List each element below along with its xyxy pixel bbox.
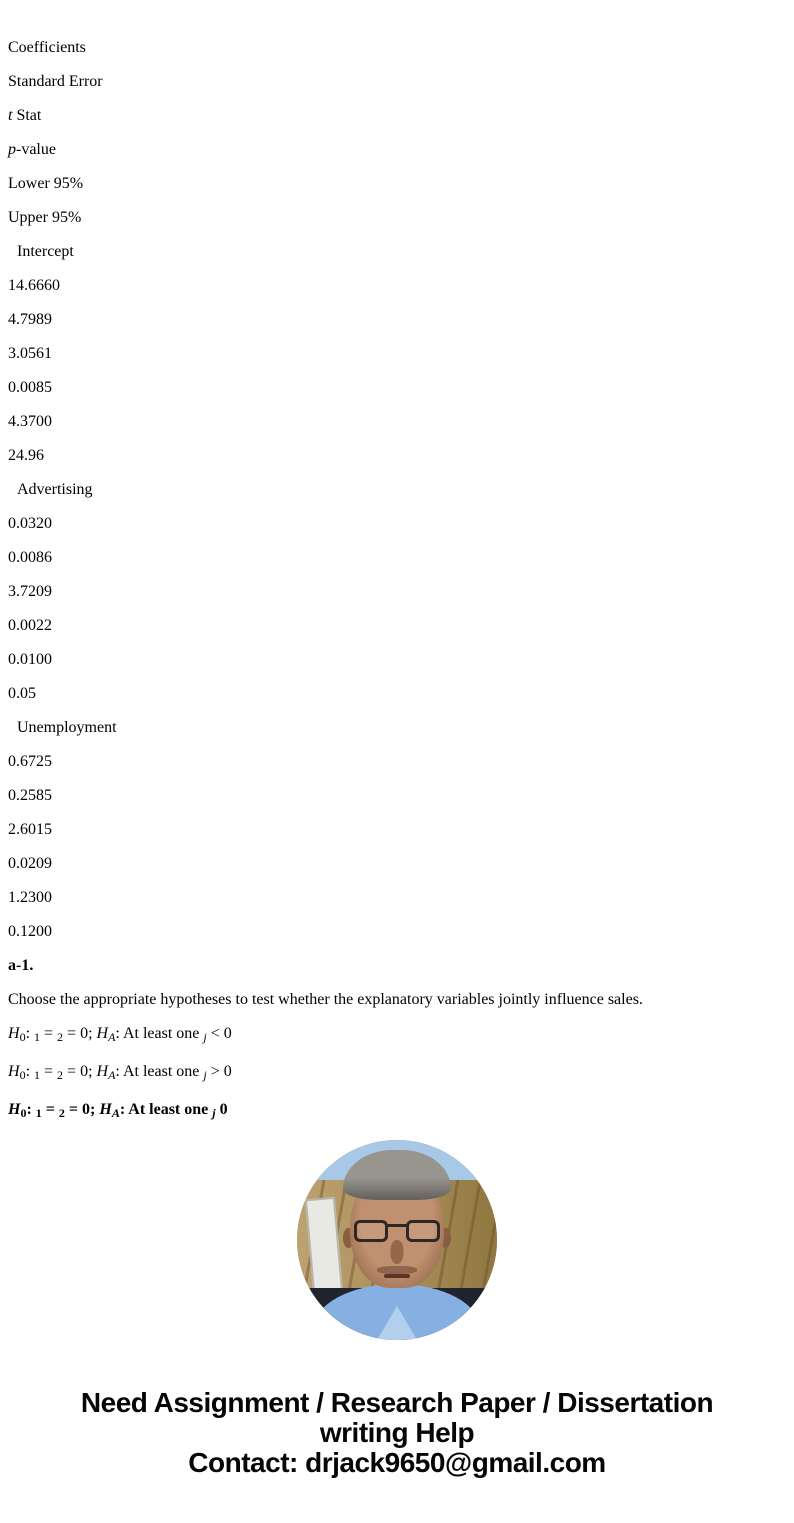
doc-line: 0.6725 — [8, 753, 52, 770]
glasses-icon — [354, 1220, 440, 1242]
doc-line: $H_0$: $_1$ = $_2$ = 0; $H_A$: At least one $_j$ 0 — [8, 1101, 228, 1120]
doc-line: p-value — [8, 141, 56, 158]
photo-mustache — [377, 1266, 417, 1274]
doc-line: 0.0022 — [8, 617, 52, 634]
doc-line: a-1. — [8, 957, 34, 974]
doc-line: Standard Error — [8, 73, 103, 90]
doc-line: $H_0$: $_1$ = $_2$ = 0; $H_A$: At least one $_j$ > 0 — [8, 1063, 232, 1082]
glasses-right-lens — [406, 1220, 440, 1242]
doc-line: Upper 95% — [8, 209, 82, 226]
doc-line: 0.0086 — [8, 549, 52, 566]
doc-line: 0.0209 — [8, 855, 52, 872]
doc-line: 0.0320 — [8, 515, 52, 532]
doc-line: 0.05 — [8, 685, 36, 702]
doc-line: 2.6015 — [8, 821, 52, 838]
doc-line: Unemployment — [17, 719, 117, 736]
doc-line: 4.7989 — [8, 311, 52, 328]
doc-line: 0.1200 — [8, 923, 52, 940]
doc-line: 3.0561 — [8, 345, 52, 362]
doc-line: t Stat — [8, 107, 42, 124]
doc-line: 14.6660 — [8, 277, 60, 294]
doc-line: Advertising — [17, 481, 93, 498]
doc-line: 4.3700 — [8, 413, 52, 430]
doc-line: 0.0100 — [8, 651, 52, 668]
contact-footer — [0, 1388, 794, 1478]
photo-nose — [391, 1240, 404, 1264]
footer-line-1: Need Assignment / Research Paper / Dissertation — [80, 1387, 714, 1418]
doc-line: 0.2585 — [8, 787, 52, 804]
photo-section — [0, 1140, 794, 1340]
glasses-left-lens — [354, 1220, 388, 1242]
footer-contact-email: Contact: drjack9650@gmail.com — [188, 1447, 606, 1478]
photo-collar — [377, 1306, 417, 1340]
footer-line-2: writing Help — [319, 1417, 475, 1448]
doc-line: Choose the appropriate hypotheses to test whether the explanatory variables jointly influence sales. — [8, 991, 643, 1008]
doc-line: 3.7209 — [8, 583, 52, 600]
doc-line: 0.0085 — [8, 379, 52, 396]
doc-line: Lower 95% — [8, 175, 84, 192]
doc-line: Coefficients — [8, 39, 86, 56]
doc-line: $H_0$: $_1$ = $_2$ = 0; $H_A$: At least one $_j$ < 0 — [8, 1025, 232, 1044]
glasses-bridge — [387, 1224, 407, 1227]
doc-line: 24.96 — [8, 447, 44, 464]
photo-mouth — [384, 1274, 410, 1278]
doc-line: Intercept — [17, 243, 74, 260]
presenter-photo — [297, 1140, 497, 1340]
doc-line: 1.2300 — [8, 889, 52, 906]
